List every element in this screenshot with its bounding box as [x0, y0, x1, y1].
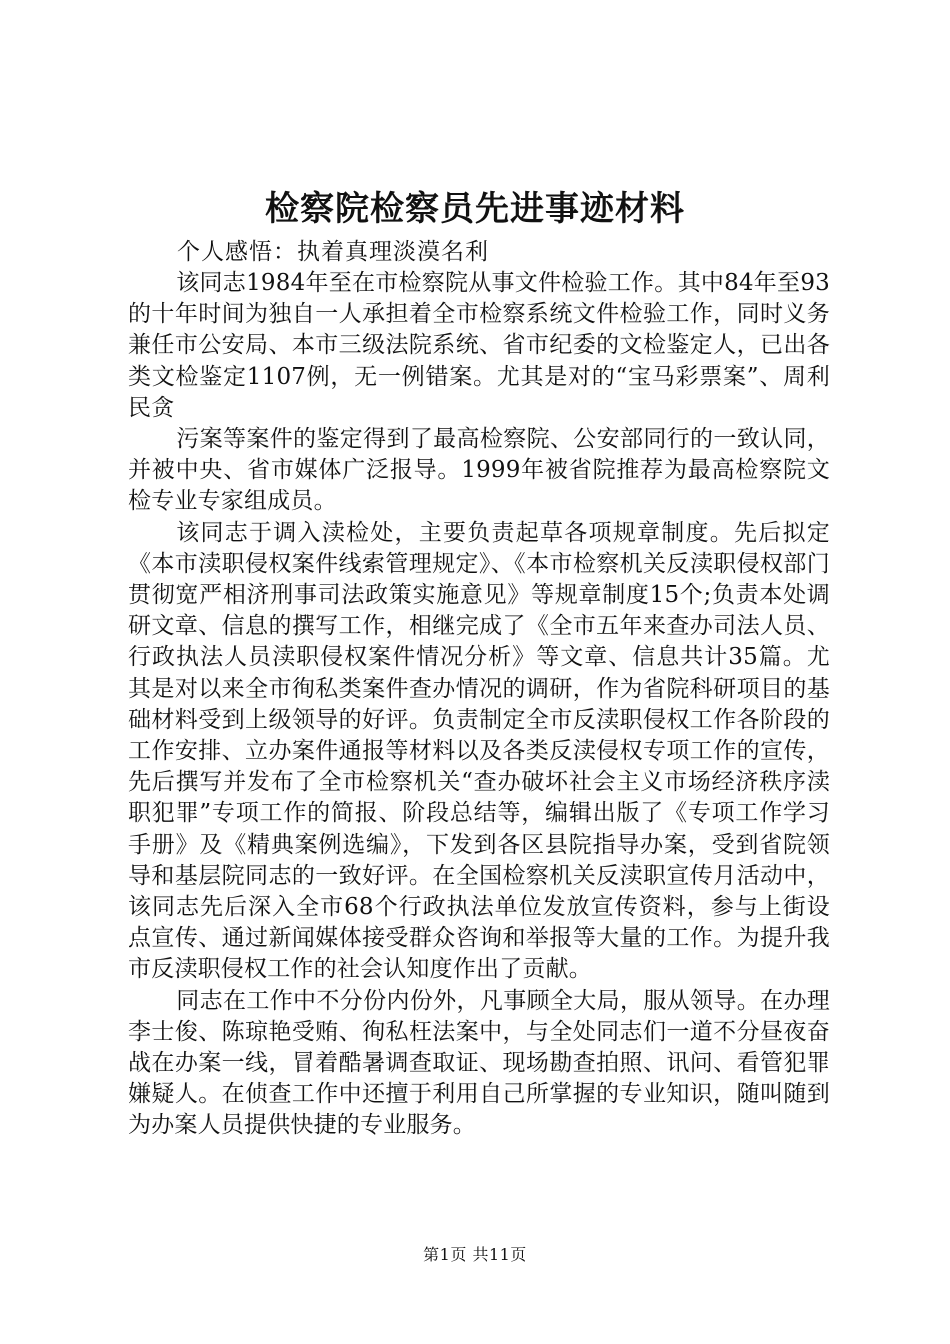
document-subtitle: 个人感悟：执着真理淡漠名利 [177, 239, 489, 265]
body-paragraph: 污案等案件的鉴定得到了最高检察院、公安部同行的一致认同，并被中央、省市媒体广泛报导。1999年被省院推荐为最高检察院文检专业专家组成员。 [128, 426, 830, 515]
document-body [128, 268, 830, 1142]
body-paragraph: 该同志1984年至在市检察院从事文件检验工作。其中84年至93的十年时间为独自一人承担着全市检察系统文件检验工作，同时义务兼任市公安局、本市三级法院系统、省市纪委的文检鉴定人，已出各类文检鉴定1107例，无一例错案。尤其是对的“宝马彩票案”、周利民贪 [128, 270, 830, 421]
body-paragraph: 该同志于调入渎检处，主要负责起草各项规章制度。先后拟定《本市渎职侵权案件线索管理规定》、《本市检察机关反渎职侵权部门贯彻宽严相济刑事司法政策实施意见》等规章制度15个;负责本处调研文章、信息的撰写工作，相继完成了《全市五年来查办司法人员、行政执法人员渎职侵权案件情况分析》等文章、信息共计35篇。尤其是对以来全市徇私类案件查办情况的调研，作为省院科研项目的基础材料受到上级领导的好评。负责制定全市反渎职侵权工作各阶段的工作安排、立办案件通报等材料以及各类反渎侵权专项工作的宣传，先后撰写并发布了全市检察机关“查办破坏社会主义市场经济秩序渎职犯罪”专项工作的简报、阶段总结等，编辑出版了《专项工作学习手册》及《精典案例选编》，下发到各区县院指导办案，受到省院领导和基层院同志的一致好评。在全国检察机关反渎职宣传月活动中，该同志先后深入全市68个行政执法单位发放宣传资料，参与上街设点宣传、通过新闻媒体接受群众咨询和举报等大量的工作。为提升我市反渎职侵权工作的社会认知度作出了贡献。 [128, 519, 830, 983]
page-number-footer: 第1页 共11页 [423, 1245, 527, 1264]
document-title: 检察院检察员先进事迹材料 [265, 189, 685, 229]
body-paragraph: 同志在工作中不分份内份外，凡事顾全大局，服从领导。在办理李士俊、陈琼艳受贿、徇私枉法案中，与全处同志们一道不分昼夜奋战在办案一线，冒着酷暑调查取证、现场勘查拍照、讯问、看管犯罪嫌疑人。在侦查工作中还擅于利用自己所掌握的专业知识，随叫随到为办案人员提供快捷的专业服务。 [128, 987, 830, 1139]
